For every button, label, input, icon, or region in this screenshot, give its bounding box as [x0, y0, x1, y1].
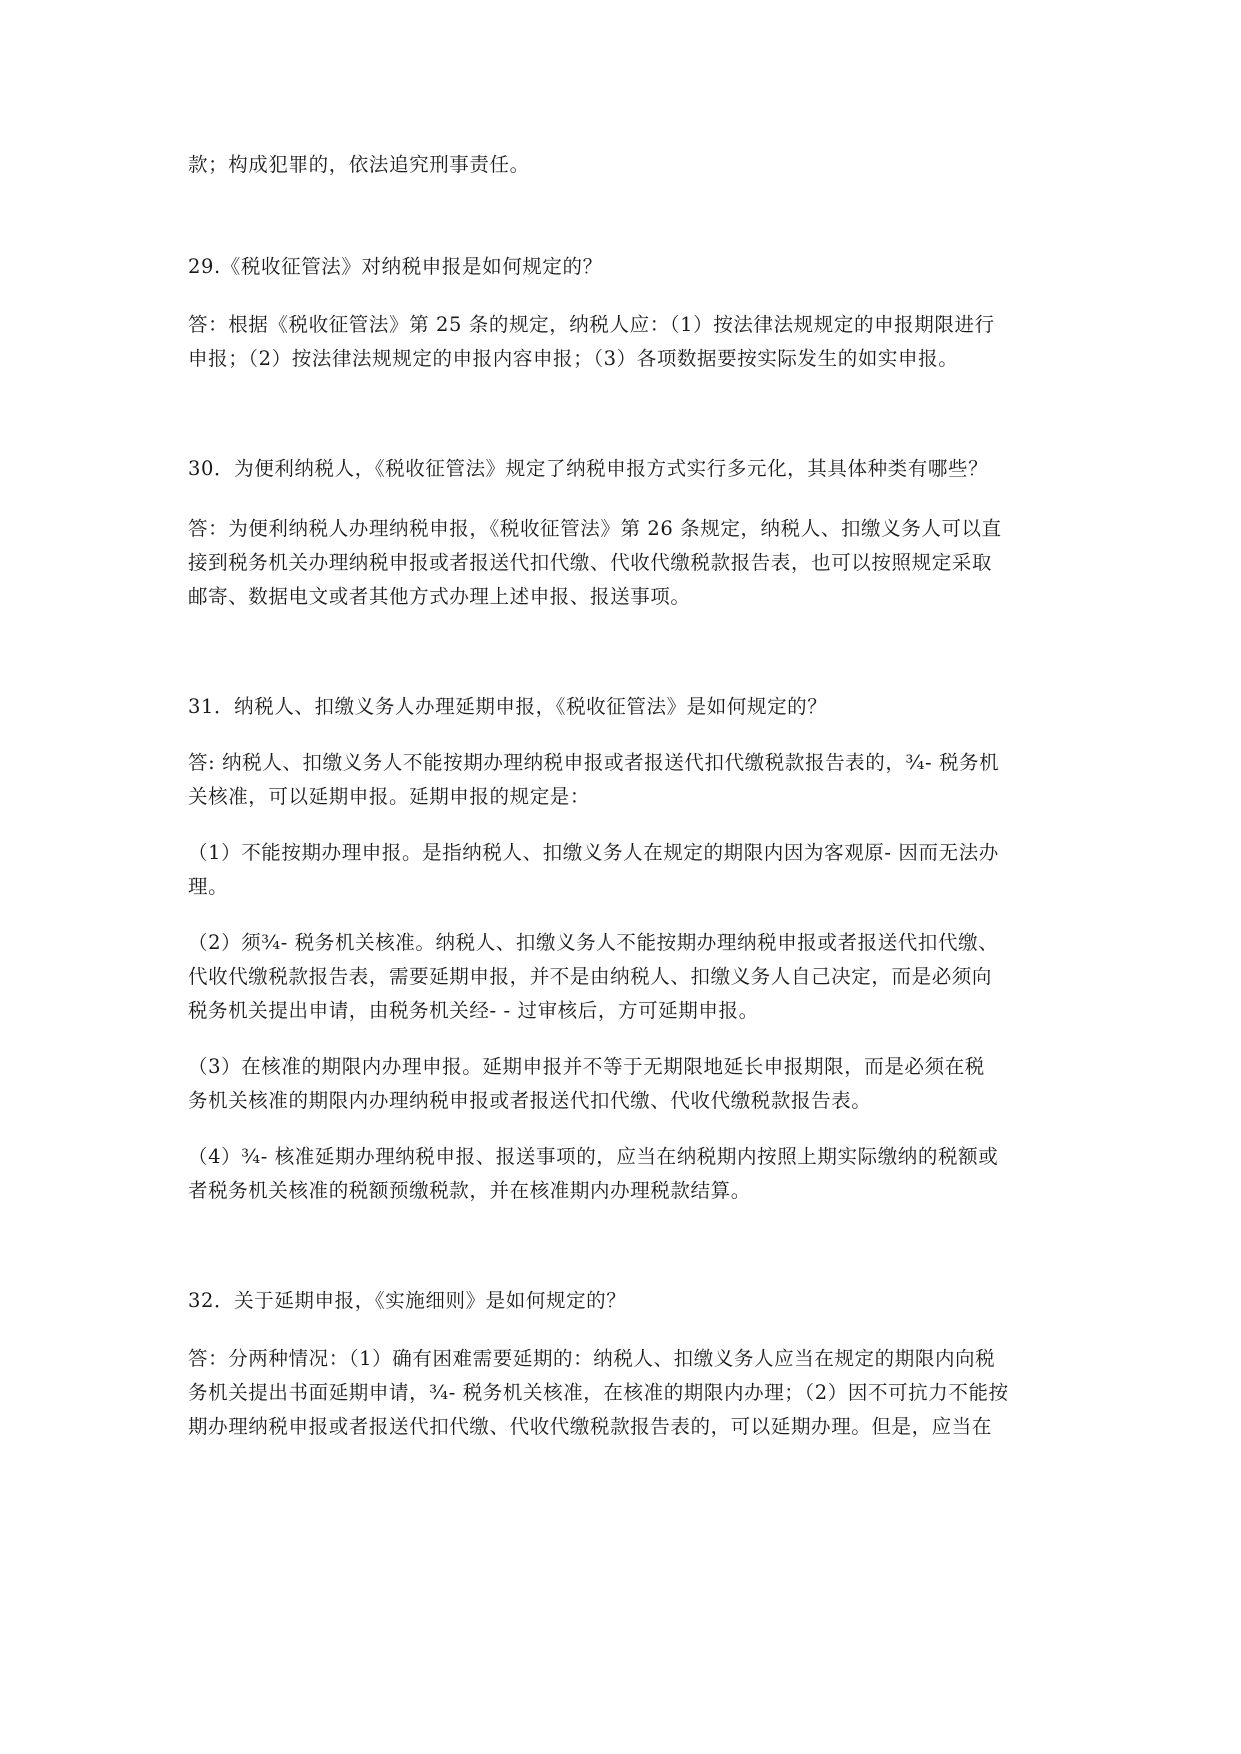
text-line: 答：根据《税收征管法》第 25 条的规定，纳税人应：（1）按法律法规规定的申报期限进行 — [188, 313, 995, 336]
text-line: 答: 纳税人、扣缴义务人不能按期办理纳税申报或者报送代扣代缴税款报告表的，¾- 税务机 — [188, 751, 1000, 774]
text-line: （3）在核准的期限内办理申报。延期申报并不等于无期限地延长申报期限，而是必须在税 — [188, 1055, 985, 1078]
question-30: 30．为便利纳税人，《税收征管法》规定了纳税申报方式实行多元化，其具体种类有哪些？ — [188, 457, 989, 480]
text-line: 者税务机关核准的税额预缴税款，并在核准期内办理税款结算。 — [188, 1179, 751, 1202]
text-line: 期办理纳税申报或者报送代扣代缴、代收代缴税款报告表的，可以延期办理。但是，应当在 — [188, 1415, 993, 1438]
text-line: 款；构成犯罪的，依法追究刑事责任。 — [188, 153, 530, 176]
question-31: 31．纳税人、扣缴义务人办理延期申报，《税收征管法》是如何规定的？ — [188, 695, 828, 718]
text-line: 答：为便利纳税人办理纳税申报，《税收征管法》第 26 条规定，纳税人、扣缴义务人可以直 — [188, 517, 1002, 540]
text-line: 代收代缴税款报告表，需要延期申报，并不是由纳税人、扣缴义务人自己决定，而是必须向 — [188, 965, 993, 988]
text-line: 税务机关提出申请，由税务机关经- - 过审核后，方可延期申报。 — [188, 999, 759, 1022]
text-line: 务机关提出书面延期申请，¾- 税务机关核准，在核准的期限内办理；（2）因不可抗力不能按 — [188, 1381, 1009, 1404]
text-line: （1）不能按期办理申报。是指纳税人、扣缴义务人在规定的期限内因为客观原- 因而无法办 — [188, 841, 999, 864]
text-line: 答：分两种情况：（1）确有困难需要延期的：纳税人、扣缴义务人应当在规定的期限内向税 — [188, 1347, 996, 1370]
text-line: 申报；（2）按法律法规规定的申报内容申报；（3）各项数据要按实际发生的如实申报。 — [188, 347, 959, 370]
text-line: 接到税务机关办理纳税申报或者报送代扣代缴、代收代缴税款报告表，也可以按照规定采取 — [188, 551, 993, 574]
text-line: 邮寄、数据电文或者其他方式办理上述申报、报送事项。 — [188, 585, 691, 608]
text-line: （2）须¾- 税务机关核准。纳税人、扣缴义务人不能按期办理纳税申报或者报送代扣代缴、 — [188, 931, 999, 954]
question-32: 32．关于延期申报，《实施细则》是如何规定的？ — [188, 1289, 627, 1312]
text-line: 理。 — [188, 875, 229, 898]
text-line: 务机关核准的期限内办理纳税申报或者报送代扣代缴、代收代缴税款报告表。 — [188, 1089, 872, 1112]
text-line: 关核准，可以延期申报。延期申报的规定是： — [188, 785, 591, 808]
question-29: 29.《税收征管法》对纳税申报是如何规定的？ — [188, 255, 603, 278]
text-line: （4）¾- 核准延期办理纳税申报、报送事项的，应当在纳税期内按照上期实际缴纳的税额或 — [188, 1145, 999, 1168]
